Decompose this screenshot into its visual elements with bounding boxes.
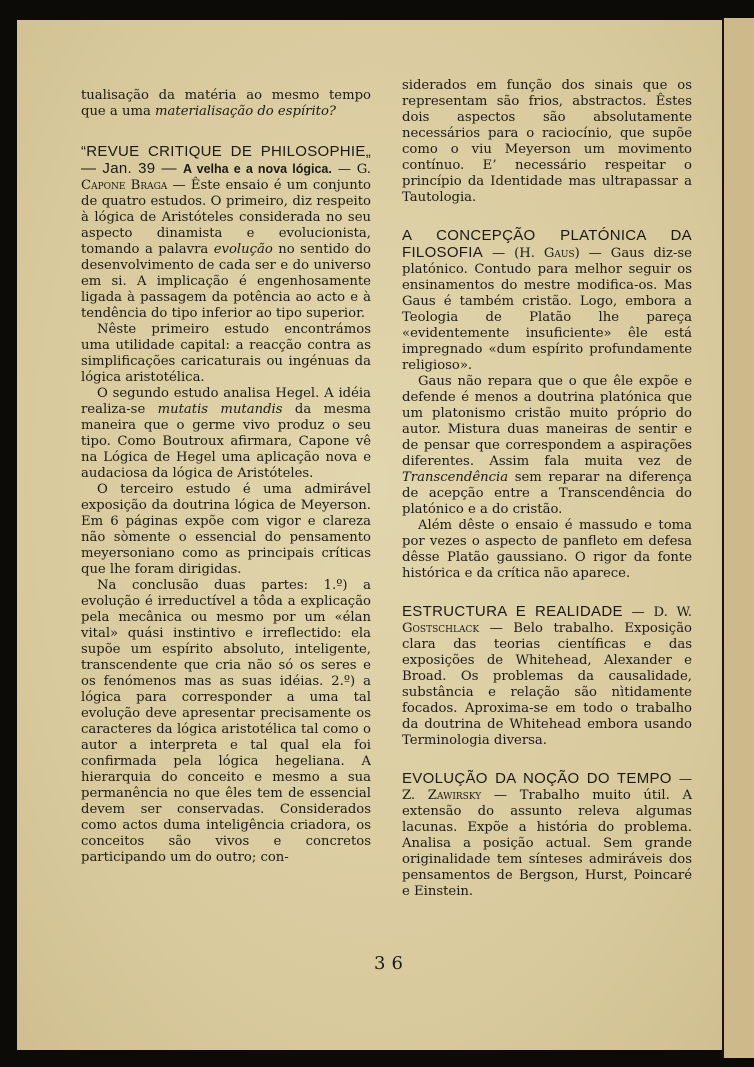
intro-paragraph <box>81 88 371 120</box>
continued-paragraph: siderados em função dos sinais que os representam são frios, abstractos. Êstes dois aspectos são absolutamente necessários para o raciocínio, que supõe como o viu Meyerson um movimento contínuo. E’ necessário respeitar o princípio da Identidade mas ultrapassar a Tautologia. <box>402 78 692 205</box>
left-column <box>81 88 371 866</box>
paragraph-gaus <box>402 374 692 518</box>
review-title: “REVUE CRITIQUE DE PHILOSOPHIE„ — Jan. 39 — <box>81 143 371 177</box>
paragraph-hegel <box>81 386 371 482</box>
paragraph-logica: Nêste primeiro estudo encontrámos uma utilidade capital: a reacção contra as simplificações caricaturais ou ingénuas da lógica aristotélica. <box>81 322 371 385</box>
author-prefix: — (H. <box>483 246 544 261</box>
page-number: 36 <box>374 953 409 974</box>
paragraph-text: Gaus não repara que o que êle expõe e defende é menos a doutrina platónica que um platonismo cristão muito próprio do autor. Mistura duas maneiras de sentir e de pensar que correspondem a aspirações diferentes. Assim fala muita vez de <box>402 374 692 469</box>
review-philosophie <box>81 144 371 322</box>
review-author: Gaus <box>543 246 575 261</box>
intro-text: tualisação da matéria ao mesmo tempo que a uma <box>81 88 371 119</box>
review-title: ESTRUCTURA E REALIDADE <box>402 603 623 620</box>
review-author: Zawirsky <box>427 788 482 803</box>
author-prefix: — Z. <box>402 772 693 803</box>
next-page-edge <box>722 18 754 1058</box>
emphasis-text: Transcendência <box>402 470 509 485</box>
paragraph-text: — Êste ensaio é um conjunto de quatro estudos. O primeiro, diz respeito à lógica de Aristóteles considerada no seu aspecto dinamista e evolucionista, tomando a palavra <box>81 178 371 257</box>
paragraph-alem: Além dêste o ensaio é massudo e toma por vezes o aspecto de panfleto em defesa dêsse Platão gaussiano. O rigor da fonte histórica e da crítica não aparece. <box>402 518 692 581</box>
paragraph-text: da mesma maneira que o germe vivo produz o seu tipo. Como Boutroux afirmara, Capone vê na Lógica de Hegel uma aplicação nova e audaciosa da lógica de Aristóteles. <box>81 402 372 481</box>
paragraph-text: no sentido do desenvolvimento de cada ser e do universo em si. A implicação é engenhosamente ligada à passagem da potência ao acto e à tendência do tipo inferior ao tipo superior. <box>81 242 371 321</box>
paragraph-conclusao: Na conclusão duas partes: 1.º) a evolução é irreductível a tôda a explicação pela mecânica ou mesmo por um «élan vital» quási instintivo e irreflectido: ela supõe um espírito absoluto, inteligente, transcendente que cria não só os seres e os fenómenos mas as suas idéias. 2.º) a lógica para corresponder a uma tal evolução deve apresentar precisamente os caracteres da lógica aristotélica tal como o autor a interpreta e tal qual ela foi confirmada pela lógica hegeliana. A hierarquia do conceito e mesmo a sua permanência no que êles tem de essencial devem ser conservadas. Considerados como actos duma inteligência criadora, os conceitos são vivos e concretos participando um do outro; con- <box>81 578 371 865</box>
review-title: EVOLUÇÃO DA NOÇÃO DO TEMPO <box>402 770 672 787</box>
review-author: Capone Braga <box>81 178 168 193</box>
paragraph-text: — Belo trabalho. Exposição clara das teorias científicas e das exposições de Whitehead, Alexander e Broad. Os problemas da causalidade, substância e relação são nìtidamente focados. Aproxima-se em todo o trabalho da doutrina de Whitehead embora usando Terminologia diversa. <box>402 621 692 748</box>
paragraph-meyerson: O terceiro estudo é uma admirável exposição da doutrina lógica de Meyerson. Em 6 páginas expõe com vigor e clareza não sòmente o essencial do pensamento meyersoniano como as principais críticas que lhe foram dirigidas. <box>81 482 371 577</box>
author-prefix: — G. <box>337 162 371 177</box>
intro-emphasis: materialisação do espírito? <box>155 104 336 119</box>
author-prefix: — D. W. <box>622 605 692 620</box>
review-author: Gostschlack <box>402 621 480 636</box>
review-subtitle: A velha e a nova lógica. <box>182 162 332 176</box>
paragraph-text: O segundo estudo analisa Hegel. A idéia realiza-se <box>81 386 371 417</box>
paragraph-text: ) — Gaus diz-se platónico. Contudo para melhor seguir os ensinamentos do mestre modifica-os. Mas Gaus é também cristão. Logo, embora a Teologia de Platão lhe pareça «evidentemente insuficiente» êle está impregnado «dum espírito profundamente religioso». <box>402 246 692 373</box>
review-platonica <box>402 228 692 374</box>
right-column <box>402 78 692 900</box>
emphasis-text: mutatis mutandis <box>157 402 283 417</box>
review-tempo <box>402 771 692 900</box>
paragraph-text: — Trabalho muito útil. A extensão do assunto releva algumas lacunas. Expõe a história do problema. Analisa a posição actual. Sem grande originalidade tem sínteses admiráveis dos pensamentos de Bergson, Hurst, Poincaré e Einstein. <box>402 788 692 899</box>
paragraph-text: sem reparar na diferença de acepção entre a Transcendência do platónico e a do cristão. <box>402 470 692 517</box>
review-title: A CONCEPÇÃO PLATÓNICA DA FILOSOFIA <box>402 227 692 261</box>
emphasis-text: evolução <box>213 242 273 257</box>
review-estructura <box>402 604 692 749</box>
